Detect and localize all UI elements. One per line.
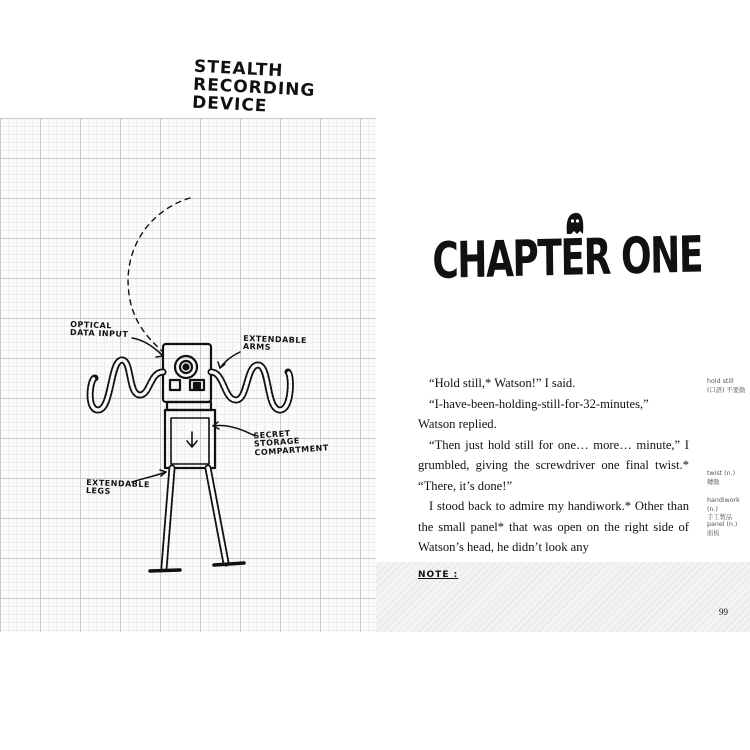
chapter-heading: CHAPTER ONE — [432, 225, 703, 290]
paragraph: I stood back to admire my handiwork.* Other than the small panel* that was open on the right side of Watson’s head, he didn’t look any — [418, 499, 689, 554]
glossary-entry — [707, 470, 735, 487]
paragraph: “Then just hold still for one… more… minute,” I grumbled, giving the screwdriver one final twist.* “There, it’s done!” — [418, 437, 689, 493]
glossary-definition: 面板 — [707, 529, 720, 537]
glossary-entry — [707, 521, 737, 538]
label-optical-data-input: OPTICAL DATA INPUT — [69, 319, 129, 340]
note-label: NOTE : — [418, 570, 459, 580]
glossary-definition: 轉動 — [707, 478, 720, 486]
label-extendable-legs: EXTENDABLE LEGS — [85, 478, 151, 497]
illustration-title: STEALTH RECORDING DEVICE — [191, 56, 316, 117]
paragraph: “I-have-been-holding-still-for-32-minutes,” Watson replied. — [418, 396, 649, 431]
glossary-term: hold still — [707, 378, 734, 385]
glossary-term: handiwork (n.) — [707, 497, 740, 513]
label-secret-storage-compartment: SECRET STORAGE COMPARTMENT — [253, 428, 330, 458]
page-number: 99 — [719, 607, 728, 617]
label-extendable-arms: EXTENDABLE ARMS — [242, 333, 308, 353]
body-text — [418, 373, 689, 558]
glossary-definition: (口語) 不要動 — [707, 386, 746, 394]
glossary-definition: 手工製品 — [707, 514, 733, 521]
glossary-entry — [707, 378, 745, 395]
glossary-term: twist (n.) — [707, 470, 736, 477]
glossary-term: panel (n.) — [707, 521, 738, 528]
paragraph: “Hold still,* Watson!” I said. — [429, 376, 576, 390]
glossary-entry — [707, 497, 750, 523]
